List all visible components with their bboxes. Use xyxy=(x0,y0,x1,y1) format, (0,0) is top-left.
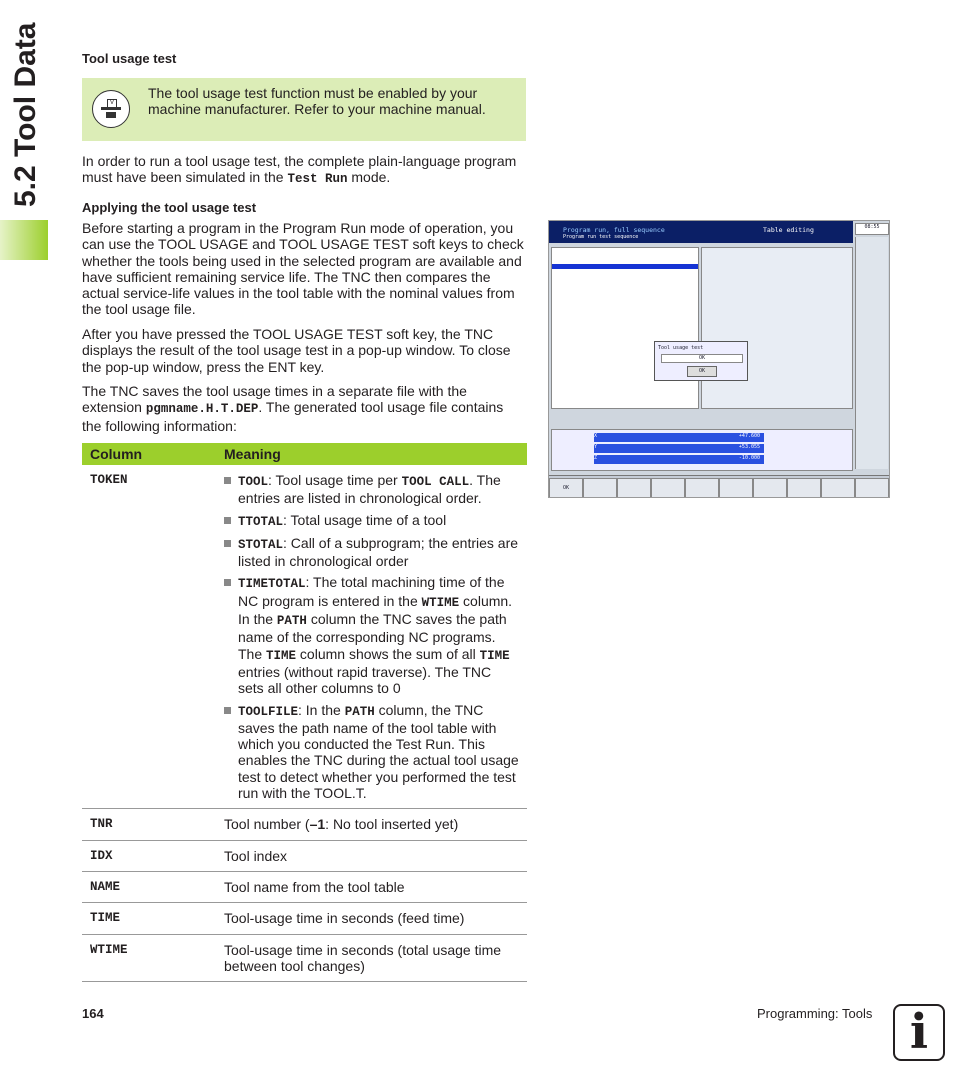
paragraph-3: The TNC saves the tool usage times in a separate file with the extension pgmname.H.T.DEP. The generated tool usage file contains the following information: xyxy=(82,383,504,434)
popup-ok-button[interactable]: OK xyxy=(687,366,717,377)
chapter-side-tab xyxy=(0,0,48,260)
table-row xyxy=(82,871,527,902)
intro-paragraph: In order to run a tool usage test, the complete plain-language program must have been simulated in the Test Run mode. xyxy=(82,153,517,187)
mode-subtitle: Program run test sequence xyxy=(563,234,639,240)
meaning-header: Meaning xyxy=(216,443,527,465)
softkey[interactable] xyxy=(821,478,855,498)
softkey[interactable] xyxy=(685,478,719,498)
list-item: TOOLFILE: In the PATH column, the TNC saves the path name of the tool table with which you conducted the Test Run. This enables the TNC during the actual tool usage test to detect whether you performed the test run with the TOOL.T. xyxy=(224,702,519,802)
axis-z-row: Z -10.000 xyxy=(594,455,764,464)
chapter-side-title xyxy=(6,22,44,220)
table-row xyxy=(82,934,527,982)
row-name: TNR xyxy=(82,809,216,840)
program-listing xyxy=(551,247,699,409)
paragraph-1: Before starting a program in the Program Run mode of operation, you can use the TOOL USAGE and TOOL USAGE TEST soft keys to check whether the tools being used in the selected program are available and have sufficient remaining service life. The TNC then compares the actual service-life values in the tool table with the nominal values from the tool usage file. xyxy=(82,220,524,318)
position-display xyxy=(551,429,853,471)
column-header: Column xyxy=(82,443,216,465)
mode-header xyxy=(549,221,853,243)
selected-block xyxy=(552,264,698,269)
section-heading: Tool usage test xyxy=(82,51,177,66)
axis-x-row: X +47.600 xyxy=(594,433,764,442)
list-item: TIMETOTAL: The total machining time of the NC program is entered in the WTIME column. In the PATH column the TNC saves the path name of the corresponding NC programs. The TIME column shows the sum of all TIME entries (without rapid traverse). The TNC sets all other columns to 0 xyxy=(224,574,519,696)
tool-usage-file-table xyxy=(82,443,527,982)
table-row xyxy=(82,465,527,809)
row-name: IDX xyxy=(82,840,216,871)
popup-result-field: OK xyxy=(661,354,743,363)
softkey-row xyxy=(549,475,889,498)
row-meaning: Tool number (–1: No tool inserted yet) xyxy=(216,809,527,840)
softkey[interactable] xyxy=(753,478,787,498)
row-meaning: Tool-usage time in seconds (feed time) xyxy=(216,903,527,934)
row-name: WTIME xyxy=(82,934,216,982)
machine-manual-icon: V xyxy=(92,90,130,128)
tnc-screenshot xyxy=(548,220,890,498)
subheading: Applying the tool usage test xyxy=(82,200,257,215)
tool-usage-test-popup xyxy=(654,341,748,381)
softkey[interactable] xyxy=(651,478,685,498)
row-meaning xyxy=(216,465,527,809)
row-meaning: Tool-usage time in seconds (total usage time between tool changes) xyxy=(216,934,527,982)
list-item: STOTAL: Call of a subprogram; the entries are listed in chronological order xyxy=(224,535,519,570)
row-name: TIME xyxy=(82,903,216,934)
chapter-footer: Programming: Tools xyxy=(757,1006,873,1021)
popup-title: Tool usage test xyxy=(658,345,704,351)
row-name: TOKEN xyxy=(82,465,216,809)
softkey[interactable] xyxy=(787,478,821,498)
row-meaning: Tool name from the tool table xyxy=(216,871,527,902)
table-editing-title: Table editing xyxy=(763,226,814,234)
page-number: 164 xyxy=(82,1006,104,1021)
note-text: The tool usage test function must be enabled by your machine manufacturer. Refer to your machine manual. xyxy=(148,85,486,117)
axis-y-row: Y +53.055 xyxy=(594,444,764,453)
chapter-tab-marker xyxy=(0,220,48,260)
softkey[interactable] xyxy=(617,478,651,498)
softkey[interactable] xyxy=(583,478,617,498)
clock: 08:55 xyxy=(855,223,889,235)
softkey-ok[interactable]: OK xyxy=(549,478,583,498)
table-row xyxy=(82,809,527,840)
table-row xyxy=(82,903,527,934)
mode-title: Program run, full sequence xyxy=(563,226,665,234)
info-icon: i xyxy=(893,1004,945,1061)
list-item: TOOL: Tool usage time per TOOL CALL. The entries are listed in chronological order. xyxy=(224,472,519,507)
row-meaning: Tool index xyxy=(216,840,527,871)
softkey[interactable] xyxy=(719,478,753,498)
list-item: TTOTAL: Total usage time of a tool xyxy=(224,512,519,530)
vertical-softkey-bar xyxy=(855,237,888,469)
chapter-title-text: 5.2 Tool Data xyxy=(9,22,42,207)
row-name: NAME xyxy=(82,871,216,902)
manufacturer-note xyxy=(82,78,526,141)
table-row xyxy=(82,840,527,871)
status-panel xyxy=(701,247,853,409)
table-header-row xyxy=(82,443,527,465)
paragraph-2: After you have pressed the TOOL USAGE TEST soft key, the TNC displays the result of the tool usage test in a pop-up window. To close the pop-up window, press the ENT key. xyxy=(82,326,511,375)
softkey[interactable] xyxy=(855,478,889,498)
